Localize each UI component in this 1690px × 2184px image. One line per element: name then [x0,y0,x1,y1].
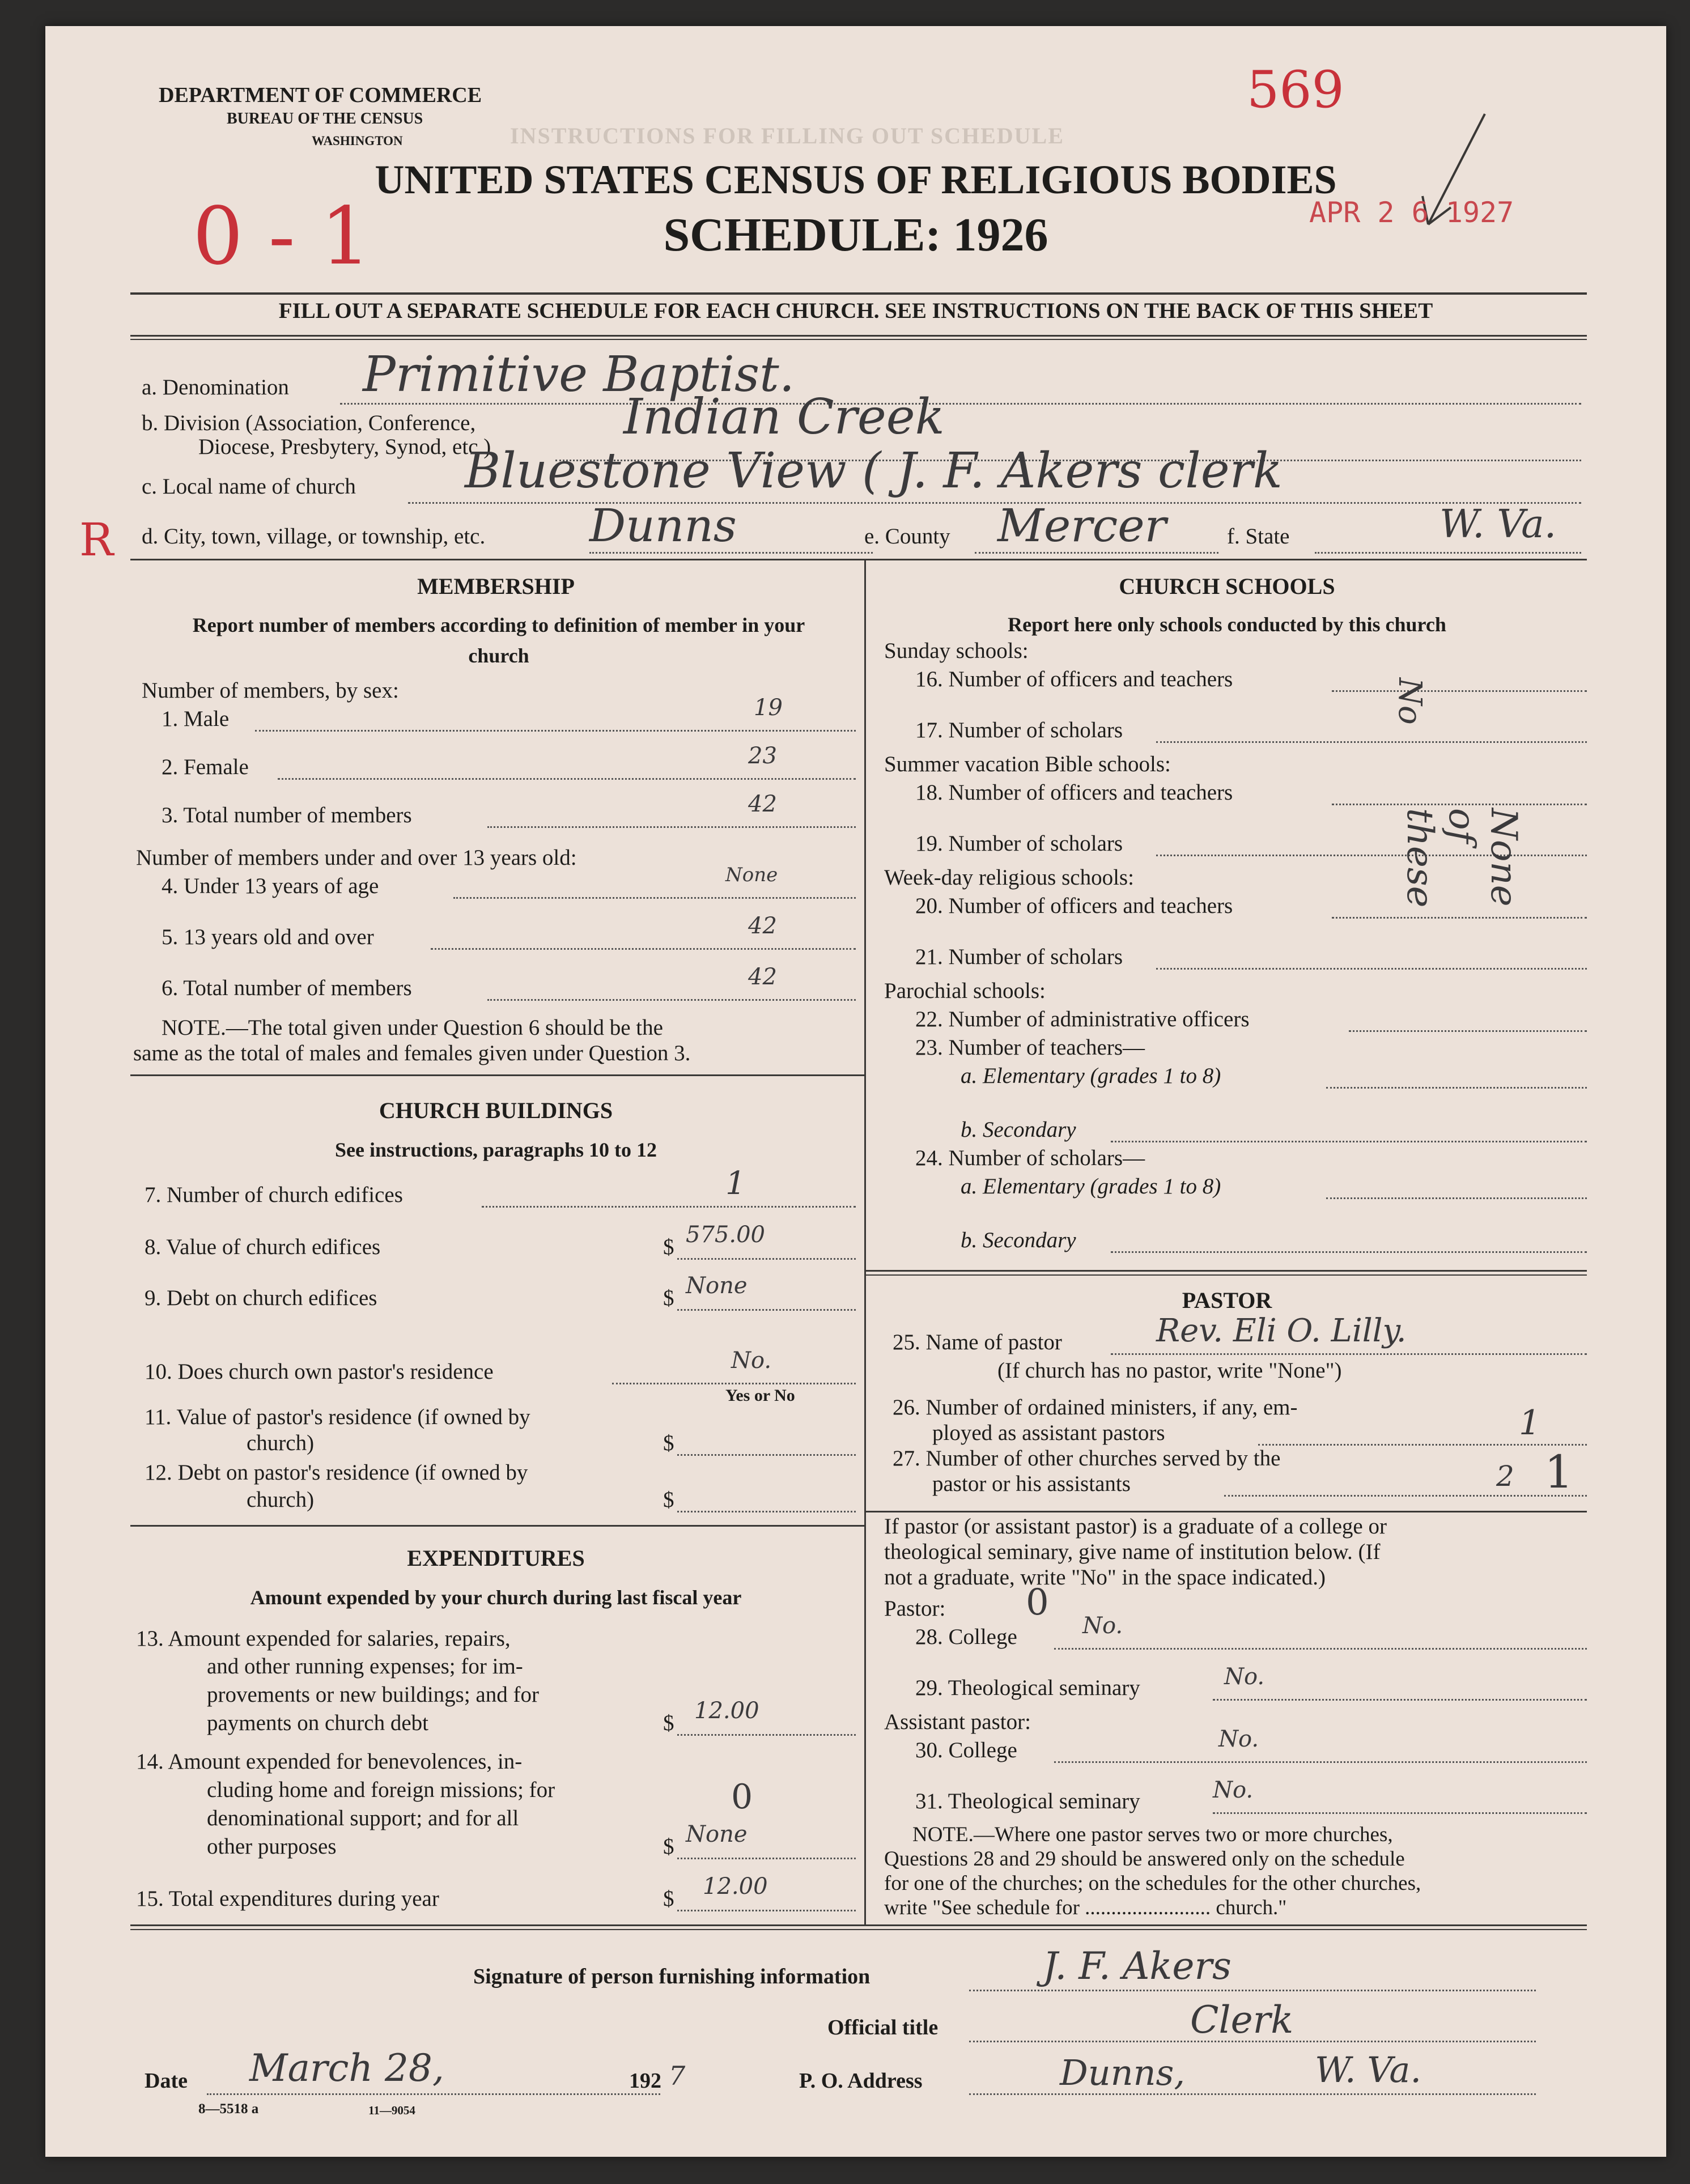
expenditures-subheading: Amount expended by your church during last fiscal year [250,1586,742,1609]
q31-label: 31. Theological seminary [915,1789,1140,1813]
q13-label-4: payments on church debt [207,1711,428,1735]
local-name-label: c. Local name of church [142,474,356,499]
year-prefix: 192 [629,2069,661,2093]
q15-label: 15. Total expenditures during year [136,1886,439,1911]
form-title: UNITED STATES CENSUS OF RELIGIOUS BODIES [375,157,1337,202]
form-number: 8—5518 a [198,2101,259,2117]
graduate-note-3: not a graduate, write "No" in the space indicated.) [884,1565,1326,1590]
official-title-label: Official title [827,2016,939,2039]
age-label: Number of members under and over 13 years old: [136,845,577,870]
q24-label: 24. Number of scholars— [915,1146,1145,1170]
received-stamp: APR 2 6 1927 [1309,196,1514,229]
q2-label: 2. Female [162,755,249,779]
assistant-pastor-label: Assistant pastor: [884,1710,1031,1734]
q14-label-1: 14. Amount expended for benevolences, in- [136,1749,523,1774]
state-value[interactable]: W. Va. [1440,502,1557,547]
graduate-note-2: theological seminary, give name of institution below. (If [884,1540,1381,1564]
dollar-sign: $ [663,1431,674,1455]
q25-pastor-name[interactable]: Rev. Eli O. Lilly. [1156,1312,1407,1349]
membership-note-2: same as the total of males and females given under Question 3. [133,1041,691,1065]
dollar-sign: $ [663,1488,674,1512]
q23b-label: b. Secondary [961,1118,1076,1142]
city-name: WASHINGTON [312,134,403,148]
county-label: e. County [864,524,950,549]
buildings-heading: CHURCH BUILDINGS [379,1098,613,1123]
q25-label: 25. Name of pastor [893,1330,1062,1354]
q3-label: 3. Total number of members [162,803,412,827]
q1-label: 1. Male [162,707,230,731]
membership-subheading: Report number of members according to definition of member in your church [192,614,805,667]
dollar-sign: $ [663,1886,674,1911]
summer-schools-label: Summer vacation Bible schools: [884,752,1171,776]
division-label: b. Division (Association, Conference, [142,411,476,435]
po-state-value[interactable]: W. Va. [1315,2049,1422,2090]
local-name-value[interactable]: Bluestone View ( J. F. Akers clerk [465,443,1283,499]
q3-total-value[interactable]: 42 [748,791,777,817]
bleed-through-heading: INSTRUCTIONS FOR FILLING OUT SCHEDULE [510,123,1064,148]
q7-edifices-value[interactable]: 1 [725,1165,746,1202]
q5-label: 5. 13 years old and over [162,925,374,949]
none-of-these-mark: None of these [1399,808,1525,908]
q15-total-value[interactable]: 12.00 [703,1873,768,1900]
schedule-year: SCHEDULE: 1926 [663,209,1048,261]
q13-amount-value[interactable]: 12.00 [694,1698,759,1724]
q11-label: 11. Value of pastor's residence (if owned by [145,1405,530,1429]
q19-label: 19. Number of scholars [915,831,1123,856]
q12-label-2: church) [247,1488,315,1512]
q4-label: 4. Under 13 years of age [162,874,379,898]
q28-label: 28. College [915,1625,1017,1649]
fill-out-instruction: FILL OUT A SEPARATE SCHEDULE FOR EACH CHURCH. SEE INSTRUCTIONS ON THE BACK OF THIS SHEET [278,299,1433,323]
q26-label-2: ployed as assistant pastors [932,1421,1165,1445]
state-label: f. State [1227,524,1290,549]
q27-red-mark: 1 [1544,1446,1573,1498]
buildings-subheading: See instructions, paragraphs 10 to 12 [334,1138,657,1161]
pastor-note-1: NOTE.—Where one pastor serves two or more churches, [912,1823,1393,1846]
pastor-heading: PASTOR [1182,1288,1272,1313]
membership-heading: MEMBERSHIP [417,573,575,599]
city-label: d. City, town, village, or township, etc. [142,524,486,549]
q28-college-value[interactable]: No. [1082,1613,1123,1639]
q5-over13-value[interactable]: 42 [748,913,777,939]
pastor-note-4: write "See schedule for ........................ church." [884,1896,1287,1919]
q17-label: 17. Number of scholars [915,718,1123,742]
q4-under13-value[interactable]: None [725,864,778,886]
q20-label: 20. Number of officers and teachers [915,894,1233,918]
schools-subheading: Report here only schools conducted by this church [1008,613,1446,636]
pastor-red-mark: 0 [1026,1582,1049,1624]
q9-label: 9. Debt on church edifices [145,1286,377,1310]
po-address-label: P. O. Address [799,2069,923,2093]
census-schedule-sheet [45,26,1666,2157]
bureau-name: BUREAU OF THE CENSUS [227,110,423,128]
dollar-sign: $ [663,1235,674,1259]
q14-red-mark: 0 [731,1777,753,1817]
division-label-2: Diocese, Presbytery, Synod, etc.) [198,435,491,459]
po-address-value[interactable]: Dunns, [1060,2052,1186,2093]
q24a-label: a. Elementary (grades 1 to 8) [961,1174,1221,1199]
dollar-sign: $ [663,1286,674,1310]
q6-total-value[interactable]: 42 [748,964,777,990]
schools-heading: CHURCH SCHOOLS [1119,573,1335,599]
q12-label: 12. Debt on pastor's residence (if owned by [145,1460,528,1485]
q30-college-value[interactable]: No. [1218,1726,1259,1752]
signature-label: Signature of person furnishing information [473,1965,871,1988]
r-mark: R [79,513,114,566]
q27-label-2: pastor or his assistants [932,1472,1131,1496]
q11-label-2: church) [247,1431,315,1455]
graduate-note-1: If pastor (or assistant pastor) is a graduate of a college or [884,1514,1387,1539]
q29-seminary-value[interactable]: No. [1224,1664,1265,1690]
pastor-note-2: Questions 28 and 29 should be answered only on the schedule [884,1847,1405,1871]
county-value[interactable]: Mercer [997,499,1166,552]
official-title-value[interactable]: Clerk [1190,1998,1294,2042]
filing-number: 569 [1247,60,1344,120]
signature-value[interactable]: J. F. Akers [1043,1944,1232,1988]
parochial-schools-label: Parochial schools: [884,979,1046,1003]
date-value[interactable]: March 28, [249,2046,444,2090]
q1-male-value[interactable]: 19 [754,695,783,721]
expenditures-heading: EXPENDITURES [407,1545,585,1571]
q14-label-2: cluding home and foreign missions; for [207,1778,555,1802]
denomination-label: a. Denomination [142,375,289,400]
city-value[interactable]: Dunns [589,499,737,552]
year-value[interactable]: 7 [669,2060,686,2091]
denomination-value[interactable]: Primitive Baptist. [363,346,795,403]
weekday-schools-label: Week-day religious schools: [884,865,1134,890]
q13-label-3: provements or new buildings; and for [207,1682,539,1707]
q13-label-2: and other running expenses; for im- [207,1654,523,1679]
yes-no-hint: Yes or No [725,1386,795,1405]
q23-label: 23. Number of teachers— [915,1035,1145,1060]
q27-other-churches-value[interactable]: 2 [1496,1460,1514,1493]
q10-residence-value[interactable]: No. [731,1348,772,1374]
q9-debt-value[interactable]: None [686,1273,748,1299]
no-mark: No [1391,678,1428,725]
q27-label-1: 27. Number of other churches served by the [893,1446,1281,1471]
q13-label-1: 13. Amount expended for salaries, repairs, [136,1626,511,1651]
q10-label: 10. Does church own pastor's residence [145,1359,494,1384]
q14-label-3: denominational support; and for all [207,1806,519,1830]
q24b-label: b. Secondary [961,1228,1076,1252]
q23a-label: a. Elementary (grades 1 to 8) [961,1064,1221,1088]
department-name: DEPARTMENT OF COMMERCE [159,83,482,107]
dollar-sign: $ [663,1711,674,1735]
q6-label: 6. Total number of members [162,976,412,1000]
q14-label-4: other purposes [207,1834,337,1859]
q29-label: 29. Theological seminary [915,1676,1140,1700]
membership-note-1: NOTE.—The total given under Question 6 should be the [162,1015,663,1040]
pastor-sub-label: Pastor: [884,1596,946,1621]
print-number: 11—9054 [368,2104,415,2117]
mark-left: 0 - 1 [193,190,371,283]
q26-label-1: 26. Number of ordained ministers, if any, em- [893,1395,1298,1420]
q16-label: 16. Number of officers and teachers [915,667,1233,691]
q25-note: (If church has no pastor, write "None") [997,1358,1342,1383]
q8-label: 8. Value of church edifices [145,1235,381,1259]
q8-value[interactable]: 575.00 [686,1222,765,1248]
q14-amount-value[interactable]: None [686,1821,748,1847]
q21-label: 21. Number of scholars [915,945,1123,969]
q22-label: 22. Number of administrative officers [915,1007,1250,1031]
q30-label: 30. College [915,1738,1017,1762]
dollar-sign: $ [663,1834,674,1859]
q31-seminary-value[interactable]: No. [1213,1777,1254,1803]
pastor-note-3: for one of the churches; on the schedules for the other churches, [884,1872,1421,1895]
by-sex-label: Number of members, by sex: [142,678,399,703]
q18-label: 18. Number of officers and teachers [915,780,1233,805]
date-label: Date [145,2069,188,2093]
division-value[interactable]: Indian Creek [623,389,945,445]
q26-assistants-value[interactable]: 1 [1519,1403,1541,1443]
sunday-schools-label: Sunday schools: [884,639,1029,663]
q7-label: 7. Number of church edifices [145,1183,403,1207]
q2-female-value[interactable]: 23 [748,743,777,769]
